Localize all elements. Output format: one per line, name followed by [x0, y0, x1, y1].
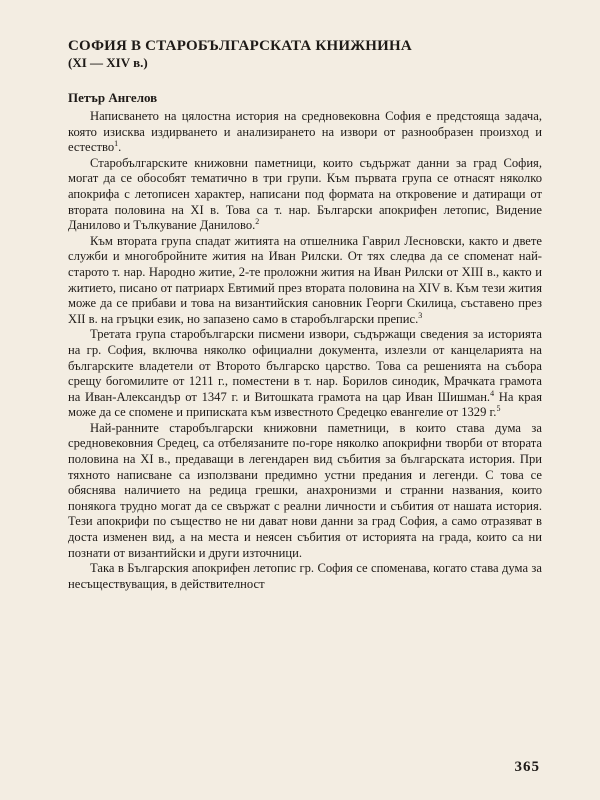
paragraph-text: Старобългарските книжовни паметници, които съдържат данни за град София, могат да се обособят тематично в три групи. Към първата група се отнасят няколко апокрифа с летописен характер, написани под формата на откровение и датиращи от втората половина на XI в. Това са т. нар. Български апокрифен летопис, Видение Данилово и Тълкувание Данилово.: [68, 155, 542, 233]
article-subtitle: (XI — XIV в.): [68, 55, 148, 70]
paragraph-text: Към втората група спадат житията на отшелника Гаврил Лесновски, както и двете служби и многобройните жития на Иван Рилски. От тях следва да се споменат най-старото т. нар. Народно житие, 2-те проложни жития на Иван Рилски от XIII в., както и житието, писано от патриарх Евтимий през втората половина на XIV в. Към тези жития може да се прибави и това на византийския сановник Георги Скилица, съставено през XII в. на гръцки език, но запазено само в старобългарски препис.: [68, 233, 542, 326]
article-title: СОФИЯ В СТАРОБЪЛГАРСКАТА КНИЖНИНА: [68, 38, 412, 54]
paragraph-6: [68, 561, 542, 592]
paragraph-3: [68, 234, 542, 328]
footnote-ref: 5: [496, 404, 501, 414]
footnote-ref: 1: [114, 139, 119, 149]
paragraph-text: Най-ранните старобългарски книжовни паметници, в които става дума за средновековния Средец, са отбелязаните по-горе няколко апокрифни творби от втората половина на XI в., предаващи в легендарен вид събития за българската история. При тяхното написване са използвани предимно устни предания и легенди. С това се обяснява наличието на редица грешки, анахронизми и странни названия, които понякога трудно могат да се свържат с реални личности и събития от нашата история. Тези апокрифи по същество не ни дават нови данни за град София, а само отразяват в доста изменен вид, а на места и неясен събития от историята на града, които са ни познати от византийски и други източници.: [68, 420, 542, 560]
article-body: [68, 109, 542, 592]
footnote-ref: 3: [418, 310, 423, 320]
page-number: 365: [514, 759, 540, 775]
paragraph-text: Третата група старобългарски писмени извори, съдържащи сведения за историята на гр. София, включва няколко официални документа, излезли от канцеларията на българските владетели от Второто българско царство. Това са решенията на събора срещу богомилите от 1211 г., поместени в т. нар. Борилов синодик, Мрачката грамота на Иван-Александър от 1347 г. и Витошката грамота на цар Иван Шишман.: [68, 327, 542, 404]
paragraph-5: [68, 421, 542, 561]
footnote-ref: 4: [490, 388, 495, 398]
paragraph-1: [68, 109, 542, 156]
paragraph-text: Така в Българския апокрифен летопис гр. София се споменава, когато става дума за несъществуващия, в действителност: [68, 561, 542, 591]
paragraph-2: [68, 156, 542, 234]
article-author: Петър Ангелов: [68, 90, 158, 105]
paragraph-4: [68, 327, 542, 421]
article-page: [68, 38, 542, 592]
footnote-ref: 2: [255, 217, 260, 227]
paragraph-tail: .: [118, 140, 122, 155]
paragraph-tail: На края може да се спомене и приписката към известното Средецко евангелие от 1329 г.: [68, 389, 542, 420]
paragraph-text: Написването на цялостна история на средновековна София е предстояща задача, която изисква издирването и анализирането на извори от разнообразен произход и естество: [68, 109, 542, 155]
